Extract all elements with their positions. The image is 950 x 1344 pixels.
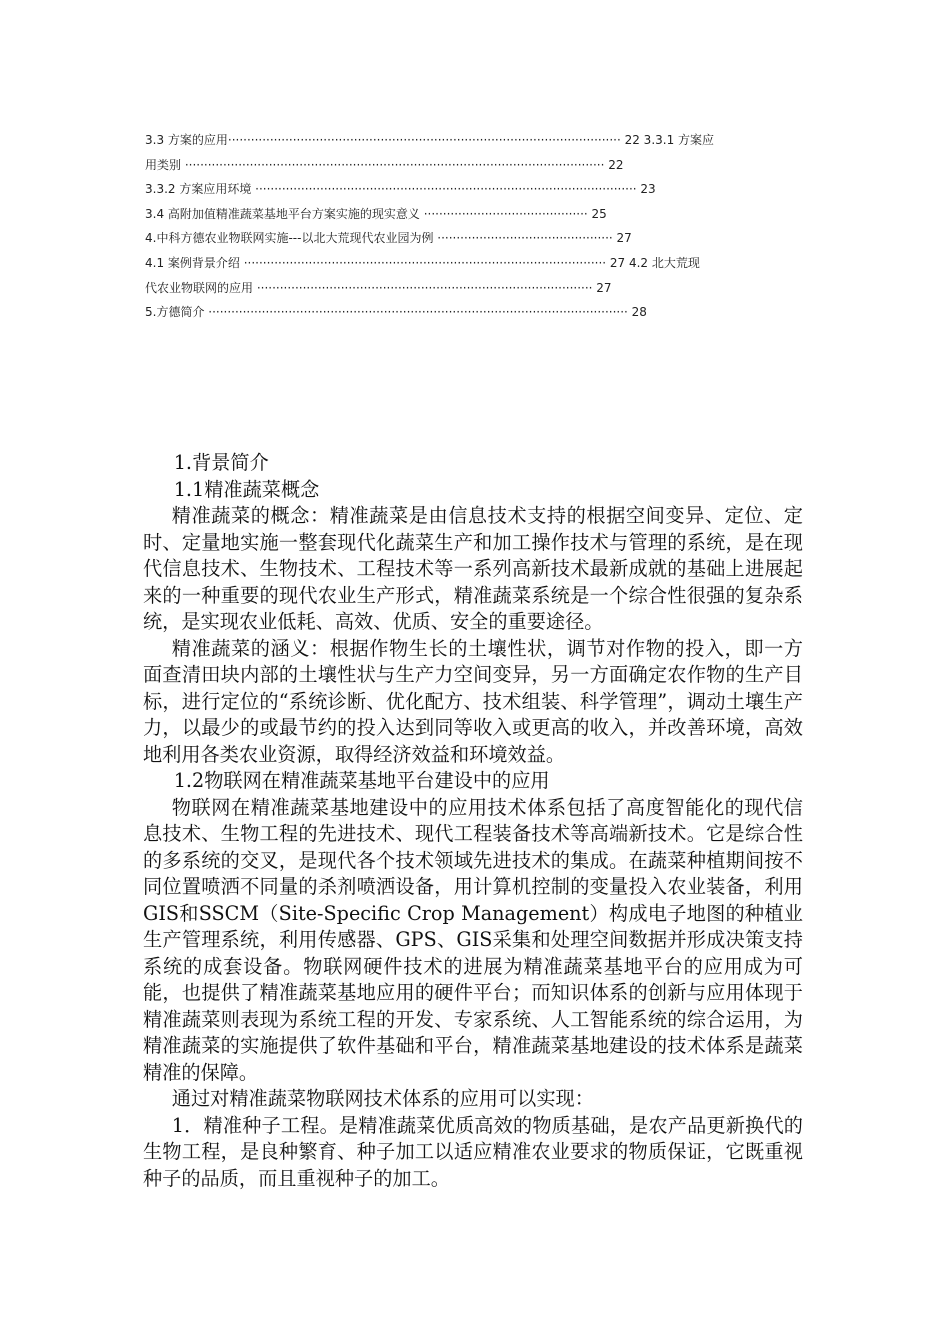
toc-entry[interactable]: 3.3 方案的应用······································································································· 22 3.3.1 方案应 [145,133,715,147]
toc-entry[interactable]: 3.3.2 方案应用环境 ···································································································· 23 [145,182,656,197]
table-of-contents [145,128,810,325]
paragraph: 精准蔬菜的概念：精准蔬菜是由信息技术支持的根据空间变异、定位、定时、定量地实施一整套现代化蔬菜生产和加工操作技术与管理的系统，是在现代信息技术、生物技术、工程技术等一系列高新技术最新成就的基础上进展起来的一种重要的现代农业生产形式，精准蔬菜系统是一个综合性很强的复杂系统，是实现农业低耗、高效、优质、安全的重要途径。 [143,504,803,633]
toc-entry[interactable]: 5.方德简介 ·············································································································· 28 [145,305,647,320]
section-heading: 1.背景简介 [173,451,269,474]
toc-entry[interactable]: 4.1 案例背景介绍 ······························································································· 27 4.2 北大荒现 [145,255,700,270]
toc-entry[interactable]: 3.4 高附加值精准蔬菜基地平台方案实施的现实意义 ··········································· 25 [145,206,607,221]
document-body [143,450,803,1192]
toc-entry[interactable]: 4.中科方德农业物联网实施---以北大荒现代农业园为例 ·············································· 27 [145,231,632,246]
toc-entry[interactable]: 用类别 ·············································································································· 22 [145,157,624,172]
paragraph: 物联网在精准蔬菜基地建设中的应用技术体系包括了高度智能化的现代信息技术、生物工程的先进技术、现代工程装备技术等高端新技术。它是综合性的多系统的交叉，是现代各个技术领域先进技术的集成。在蔬菜种植期间按不同位置喷洒不同量的杀剂喷洒设备，用计算机控制的变量投入农业装备，利用GIS和SSCM（Site-Specific Crop Management）构成电子地图的种植业生产管理系统，利用传感器、GPS、GIS采集和处理空间数据并形成决策支持系统的成套设备。物联网硬件技术的进展为精准蔬菜基地平台的应用成为可能，也提供了精准蔬菜基地应用的硬件平台；而知识体系的创新与应用体现于精准蔬菜则表现为系统工程的开发、专家系统、人工智能系统的综合运用，为精准蔬菜的实施提供了软件基础和平台，精准蔬菜基地建设的技术体系是蔬菜精准的保障。 [143,795,803,1084]
subsection-heading: 1.1精准蔬菜概念 [173,477,320,501]
paragraph: 精准蔬菜的涵义：根据作物生长的土壤性状，调节对作物的投入，即一方面查清田块内部的土壤性状与生产力空间变异，另一方面确定农作物的生产目标，进行定位的“系统诊断、优化配方、技术组装、科学管理”，调动土壤生产力，以最少的或最节约的投入达到同等收入或更高的收入，并改善环境，高效地利用各类农业资源，取得经济效益和环境效益。 [143,636,803,766]
paragraph: 1．精准种子工程。是精准蔬菜优质高效的物质基础，是农产品更新换代的生物工程，是良种繁育、种子加工以适应精准农业要求的物质保证，它既重视种子的品质，而且重视种子的加工。 [143,1113,803,1190]
subsection-heading: 1.2物联网在精准蔬菜基地平台建设中的应用 [173,769,550,792]
paragraph: 通过对精准蔬菜物联网技术体系的应用可以实现： [171,1087,594,1110]
toc-entry[interactable]: 代农业物联网的应用 ························································································ 27 [145,280,612,295]
